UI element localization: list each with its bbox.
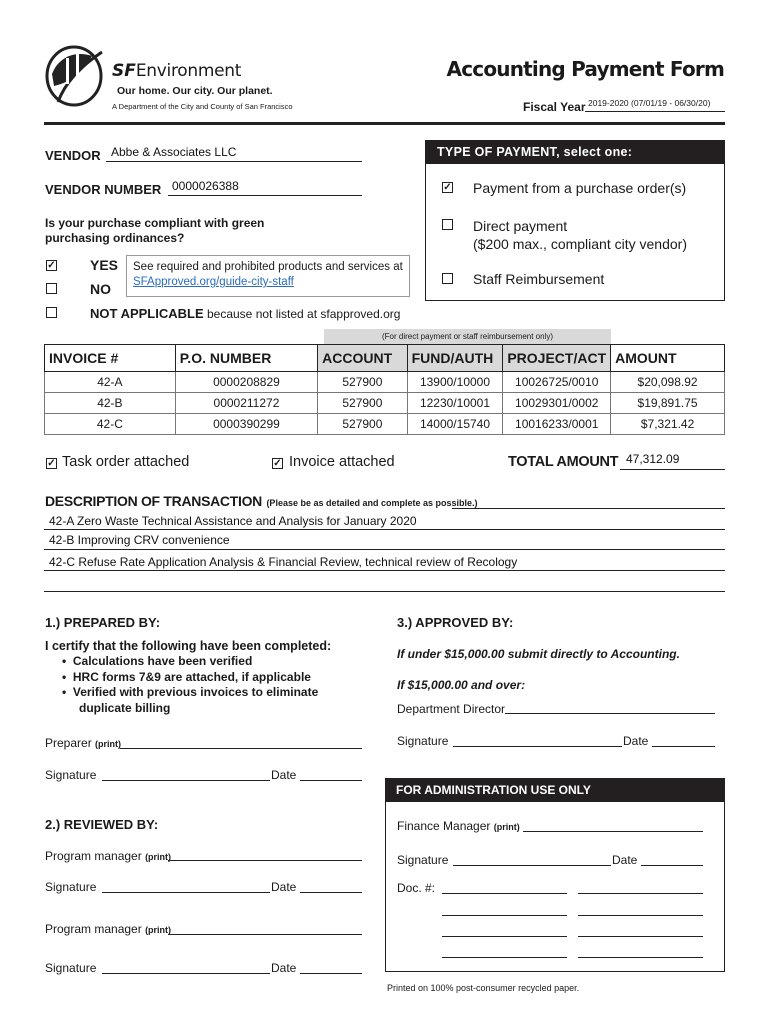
direct-payment-checkbox[interactable] [442, 219, 453, 230]
reviewed-signature-2-line[interactable] [102, 973, 270, 974]
certify-text: I certify that the following have been completed: [45, 639, 332, 653]
description-line-2 [44, 549, 725, 550]
department-line: A Department of the City and County of San Francisco [112, 102, 293, 111]
admin-signature-label: Signature [397, 853, 449, 867]
prepared-by-title: 1.) PREPARED BY: [45, 615, 161, 630]
prepared-date-line[interactable] [300, 780, 362, 781]
vendor-line [106, 161, 362, 162]
col-invoice: INVOICE # [45, 345, 176, 372]
admin-date-label: Date [612, 853, 638, 867]
reviewed-date-1-label: Date [271, 880, 297, 894]
green-question: Is your purchase compliant with green purchasing ordinances? [45, 216, 265, 245]
po-payment-checkbox[interactable]: ✓ [443, 182, 452, 193]
po-payment-label: Payment from a purchase order(s) [473, 180, 687, 196]
admin-header [385, 778, 725, 802]
approved-signature-line[interactable] [453, 746, 622, 747]
col-account: ACCOUNT [318, 345, 407, 372]
doc-number-line-3a[interactable] [442, 936, 567, 937]
reviewed-signature-1-label: Signature [45, 880, 97, 894]
total-amount-label: TOTAL AMOUNT [508, 454, 619, 470]
col-po-number: P.O. NUMBER [175, 345, 317, 372]
reviewed-date-2-label: Date [271, 961, 297, 975]
prepared-signature-label: Signature [45, 768, 97, 782]
table-note: (For direct payment or staff reimbursement only) [381, 332, 554, 341]
fiscal-year-label: Fiscal Year [523, 100, 586, 114]
program-manager-2-label [45, 922, 171, 936]
approval-under-note: If under $15,000.00 submit directly to Accounting. [397, 647, 680, 661]
not-applicable-label: NOT APPLICABLE [90, 306, 204, 321]
doc-number-line-4a[interactable] [442, 957, 567, 958]
doc-number-line-2b[interactable] [578, 915, 703, 916]
recycled-note: Printed on 100% post-consumer recycled paper. [387, 983, 580, 993]
sfapproved-link[interactable]: SFApproved.org/guide-city-staff [133, 276, 294, 288]
program-manager-1-label [45, 849, 171, 863]
payment-type-header-text: TYPE OF PAYMENT, select one: [437, 145, 633, 159]
doc-number-line-2a[interactable] [442, 915, 567, 916]
yes-checkbox[interactable]: ✓ [47, 260, 56, 271]
fund-cell[interactable]: 12230/10001 [407, 393, 503, 414]
sf-environment-logo [44, 44, 106, 110]
description-line-2-text[interactable]: 42-B Improving CRV convenience [49, 533, 230, 547]
account-cell[interactable]: 527900 [318, 393, 407, 414]
admin-signature-line[interactable] [453, 865, 611, 866]
direct-payment-line2: ($200 max., compliant city vendor) [473, 236, 687, 252]
certify-list [62, 654, 318, 716]
reviewed-signature-2-label: Signature [45, 961, 97, 975]
total-amount-line [620, 469, 725, 470]
department-director-label: Department Director [397, 702, 506, 716]
table-note-bar [324, 329, 611, 344]
program-manager-2-line[interactable] [168, 934, 362, 935]
reviewed-date-2-line[interactable] [300, 973, 362, 974]
po-cell[interactable]: 0000390299 [175, 414, 317, 435]
not-applicable-suffix: because not listed at sfapproved.org [206, 307, 401, 321]
finance-manager-print: (print) [493, 822, 520, 832]
po-cell[interactable]: 0000208829 [175, 372, 317, 393]
direct-payment-label [473, 217, 687, 253]
col-project-act: PROJECT/ACT [503, 345, 611, 372]
reviewed-date-1-line[interactable] [300, 892, 362, 893]
fund-cell[interactable]: 14000/15740 [407, 414, 503, 435]
admin-header-text: FOR ADMINISTRATION USE ONLY [396, 783, 591, 797]
yes-label: YES [90, 257, 119, 273]
finance-manager-label [397, 819, 520, 833]
description-label: DESCRIPTION OF TRANSACTION [45, 493, 262, 509]
fiscal-year-value[interactable]: 2019-2020 (07/01/19 - 06/30/20) [588, 98, 711, 108]
table-row [45, 372, 725, 393]
invoice-cell[interactable]: 42-C [45, 414, 176, 435]
task-order-label: Task order attached [62, 454, 190, 470]
program-manager-1-line[interactable] [168, 860, 362, 861]
approved-by-title: 3.) APPROVED BY: [397, 615, 514, 630]
invoice-cell[interactable]: 42-A [45, 372, 176, 393]
vendor-number-line [168, 195, 362, 196]
preparer-line[interactable] [120, 748, 362, 749]
certify-item-2: • HRC forms 7&9 are attached, if applicable [62, 669, 311, 684]
table-row [45, 414, 725, 435]
project-cell[interactable]: 10026725/0010 [503, 372, 611, 393]
department-director-line[interactable] [505, 713, 715, 714]
doc-number-label: Doc. #: [397, 881, 436, 895]
finance-manager-text: Finance Manager [397, 819, 491, 833]
no-label: NO [90, 281, 111, 297]
program-manager-1-text: Program manager [45, 849, 142, 863]
doc-number-line-1b[interactable] [578, 893, 703, 894]
table-row [45, 393, 725, 414]
preparer-print: (print) [95, 739, 122, 749]
amount-cell[interactable]: $7,321.42 [611, 414, 725, 435]
program-manager-1-print: (print) [145, 852, 172, 862]
vendor-input[interactable]: Abbe & Associates LLC [111, 145, 237, 159]
program-manager-2-print: (print) [145, 925, 172, 935]
staff-reimbursement-label: Staff Reimbursement [473, 271, 605, 287]
certify-item-1: • Calculations have been verified [62, 654, 253, 668]
invoice-attached-label: Invoice attached [289, 454, 395, 470]
approved-date-label: Date [623, 734, 649, 748]
invoice-table [44, 344, 725, 435]
tagline: Our home. Our city. Our planet. [117, 85, 273, 97]
reviewed-signature-1-line[interactable] [102, 892, 270, 893]
direct-payment-line1: Direct payment [473, 218, 568, 234]
preparer-label [45, 736, 121, 750]
invoice-attached-checkbox[interactable]: ✓ [273, 458, 282, 469]
description-line-0 [452, 508, 725, 509]
description-line-1-text[interactable]: 42-A Zero Waste Technical Assistance and Analysis for January 2020 [49, 514, 417, 528]
amount-cell[interactable]: $20,098.92 [611, 372, 725, 393]
reviewed-by-title: 2.) REVIEWED BY: [45, 817, 159, 832]
program-manager-2-text: Program manager [45, 922, 142, 936]
admin-date-line[interactable] [641, 865, 703, 866]
vendor-number-input[interactable]: 0000026388 [172, 179, 239, 193]
doc-number-line-3b[interactable] [578, 936, 703, 937]
header-rule [44, 122, 725, 125]
certify-item-3: • Verified with previous invoices to eliminate [62, 685, 319, 699]
task-order-checkbox[interactable]: ✓ [47, 458, 56, 469]
account-cell[interactable]: 527900 [318, 414, 407, 435]
not-applicable-row [90, 306, 400, 321]
approved-date-line[interactable] [652, 746, 715, 747]
approval-over-note: If $15,000.00 and over: [397, 678, 526, 692]
table-header-row [45, 345, 725, 372]
org-name [112, 61, 241, 81]
staff-reimbursement-checkbox[interactable] [442, 273, 453, 284]
prepared-date-label: Date [271, 768, 297, 782]
po-cell[interactable]: 0000211272 [175, 393, 317, 414]
not-applicable-checkbox[interactable] [46, 307, 57, 318]
project-cell[interactable]: 10029301/0002 [503, 393, 611, 414]
green-note-box [126, 255, 410, 297]
description-hint: (Please be as detailed and complete as possible.) [266, 498, 478, 508]
org-prefix: SF [112, 61, 136, 81]
description-line-4 [44, 591, 725, 592]
doc-number-line-1a[interactable] [442, 893, 567, 894]
col-fund-auth: FUND/AUTH [407, 345, 503, 372]
prepared-signature-line[interactable] [102, 780, 270, 781]
description-line-3 [44, 570, 725, 571]
finance-manager-line[interactable] [523, 831, 703, 832]
account-cell[interactable]: 527900 [318, 372, 407, 393]
description-line-3-text[interactable]: 42-C Refuse Rate Application Analysis & Financial Review, technical review of Recology [49, 555, 518, 569]
amount-cell[interactable]: $19,891.75 [611, 393, 725, 414]
doc-number-line-4b[interactable] [578, 957, 703, 958]
org-suffix: Environment [135, 61, 242, 81]
approved-signature-label: Signature [397, 734, 449, 748]
total-amount-value[interactable]: 47,312.09 [626, 452, 680, 466]
invoice-cell[interactable]: 42-B [45, 393, 176, 414]
form-title: Accounting Payment Form [446, 57, 724, 81]
project-cell[interactable]: 10016233/0001 [503, 414, 611, 435]
vendor-number-label: VENDOR NUMBER [45, 182, 162, 197]
payment-type-header [425, 140, 725, 164]
description-line-1 [44, 529, 725, 530]
vendor-label: VENDOR [45, 148, 101, 163]
no-checkbox[interactable] [46, 283, 57, 294]
fund-cell[interactable]: 13900/10000 [407, 372, 503, 393]
certify-item-3-cont: duplicate billing [79, 700, 171, 715]
preparer-text: Preparer [45, 736, 92, 750]
fiscal-year-line [585, 111, 725, 112]
description-header [45, 493, 478, 511]
green-note-text: See required and prohibited products and services at [133, 261, 403, 273]
col-amount: AMOUNT [611, 345, 725, 372]
